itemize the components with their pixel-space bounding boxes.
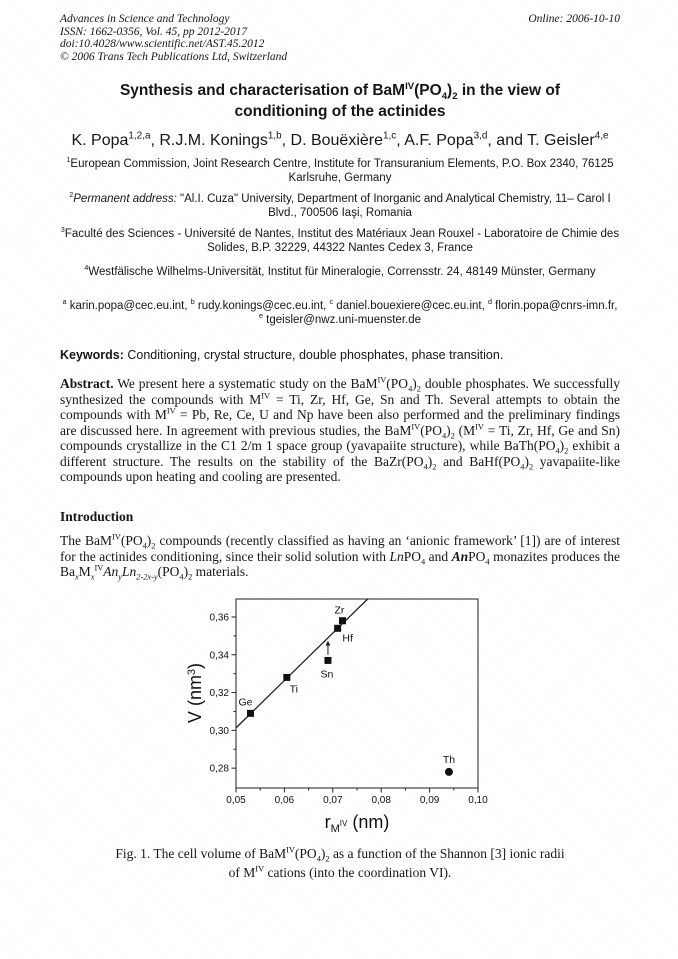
figure-1 (187, 592, 497, 842)
journal-title: Advances in Science and Technology (60, 13, 230, 25)
abstract-paragraph: Abstract. We present here a systematic study on the $BaM^{IV}(PO_4)_2$ double phosphates. We successfully synthesized the compounds with $M^{IV} = Ti$, Zr, Hf, Ge, Sn and Th. Several attempts to obtain the compounds with $M^{IV} = Pb$, Re, Ce, U and Np have been also performed and the preliminary findings are discussed here. In agreement with previous studies, the $BaM^{IV}(PO_4)_2$ ($M^{IV} = Ti$, Zr, Hf, Ge and Sn) compounds crystallize in the C1 2/m 1 space group (yavapaiite structure), while $BaTh(PO_4)_2$ exhibit a different structure. The results on the stability of the $BaZr(PO_4)_2$ and $BaHf(PO_4)_2$ yavapaiite-like compounds upon heating and cooling are presented. (60, 375, 621, 484)
journal-doi: doi:10.4028/www.scientific.net/AST.45.2012 (60, 38, 265, 50)
svg-text:Sn: Sn (320, 668, 334, 681)
svg-text:0,30: 0,30 (209, 725, 229, 737)
svg-text:Ti: Ti (289, 683, 298, 696)
svg-text:V (nm3): V $(nm^3)$ (187, 662, 205, 724)
journal-issn: ISSN: 1662-0356, Vol. 45, pp 2012-2017 (60, 25, 248, 38)
affiliation-3: $^3$Faculté des Sciences - Université de Nantes, Institut des Matériaux Jean Rouxel - Laboratoire de Chimie des Solides, B.P. 32229, 44322 Nantes Cedex 3, France (60, 226, 620, 254)
affiliation-2: $^2$Permanent address: "Al.I. Cuza" University, Department of Inorganic and Analytical Chemistry, 11– Carol I Blvd., 700506 Iaşi, Romania (69, 191, 611, 219)
svg-text:0,09: 0,09 (419, 795, 440, 806)
paper-title (60, 80, 620, 122)
svg-text:Zr: Zr (334, 604, 345, 617)
paper-title-line2: conditioning of the actinides (234, 103, 446, 120)
keywords-line (60, 348, 620, 363)
online-date: Online: 2006-10-10 (528, 13, 620, 25)
affiliation-1: $^1$European Commission, Joint Research Centre, Institute for Transuranium Elements, P.O. Box 2340, 76125 Karlsruhe, Germany (66, 156, 614, 184)
svg-text:0,05: 0,05 (226, 795, 246, 806)
svg-text:0,32: 0,32 (209, 688, 229, 700)
figure-1-chart (187, 592, 497, 842)
figure-1-caption-line1: Fig. 1. The cell volume of $BaM^{IV}(PO_4)_2$ as a function of the Shannon [3] ionic radii (115, 845, 565, 864)
figure-1-caption (60, 844, 620, 882)
introduction-paragraph: The $BaM^{IV}(PO_4)_2$ compounds (recently classified as having an ‘anionic framework’ [1]) are of interest for the actinides conditioning, since their solid solution with LnPO$_4$ and AnPO$_4$ monazites produces the $Ba_xM_x^{IV}An_yLn_{2-2x-y}(PO_4)_2$ materials. (60, 532, 621, 582)
figure-1-caption-line2: of $M^{IV}$ cations (into the coordination VI). (228, 864, 452, 880)
keywords-label: Keywords: (60, 348, 124, 362)
journal-info (60, 13, 287, 63)
svg-text:Hf: Hf (342, 632, 353, 645)
svg-text:0,36: 0,36 (209, 612, 229, 624)
journal-copyright: © 2006 Trans Tech Publications Ltd, Switzerland (60, 50, 288, 63)
journal-header (60, 13, 620, 63)
svg-text:0,06: 0,06 (274, 795, 295, 806)
svg-text:0,07: 0,07 (323, 795, 343, 806)
svg-text:0,34: 0,34 (209, 650, 229, 662)
svg-text:Ge: Ge (238, 696, 253, 709)
svg-text:0,10: 0,10 (468, 795, 488, 806)
keywords-text: Conditioning, crystal structure, double phosphates, phase transition. (123, 348, 504, 362)
authors-line: K. Popa$^{1,2,a}$, R.J.M. Konings$^{1,b}$, D. Bouëxière$^{1,c}$, A.F. Popa$^{3,d}$, and T. Geisler$^{4,e}$ (71, 130, 609, 149)
introduction-heading: Introduction (60, 509, 134, 524)
affiliation-4: $^4$Westfälische Wilhelms-Universität, Institut für Mineralogie, Corrensstr. 24, 48149 Münster, Germany (84, 264, 596, 278)
svg-text:rMIV (nm): $r_M^{IV}$ (nm) (324, 812, 390, 835)
svg-text:0,28: 0,28 (209, 763, 229, 775)
svg-text:0,08: 0,08 (371, 795, 391, 806)
paper-title-line1: Synthesis and characterisation of $BaM^{IV}(PO_4)_2$ in the view of (119, 80, 561, 103)
svg-text:Th: Th (442, 753, 456, 766)
author-emails: $^a$ karin.popa@cec.eu.int, $^b$ rudy.konings@cec.eu.int, $^c$ daniel.bouexiere@cec.eu.int, $^d$ florin.popa@cnrs-imn.fr, $^e$ tgeisler@nwz.uni-muenster.de (62, 298, 618, 326)
